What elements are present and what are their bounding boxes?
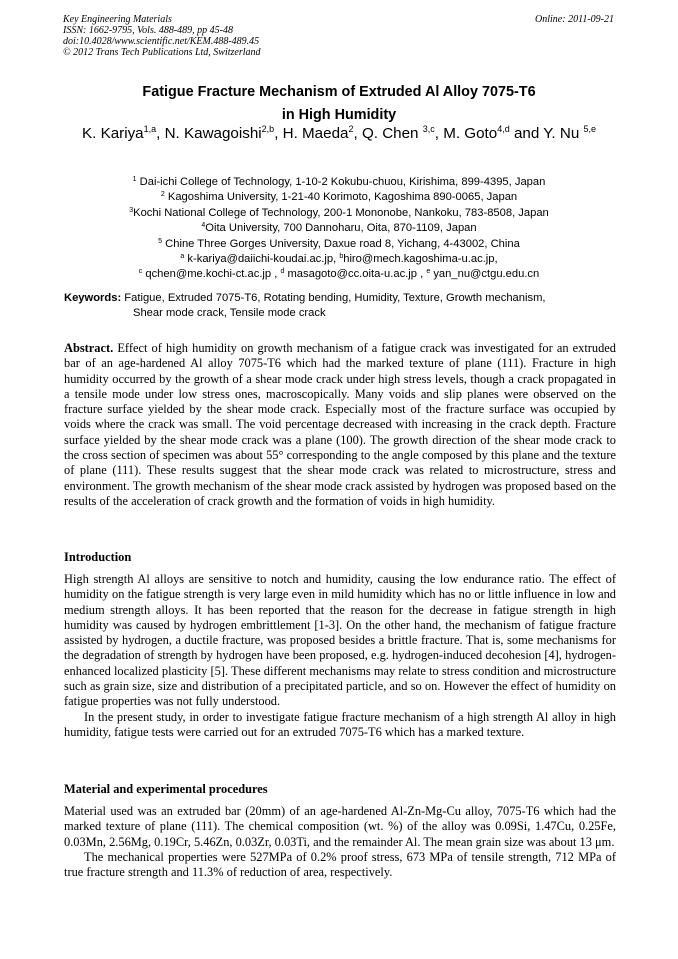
keywords-line-1	[64, 291, 624, 306]
author-name: , M. Goto	[434, 125, 498, 142]
affiliation-number: 4	[201, 222, 206, 230]
email-address[interactable]: k-kariya@daiichi-koudai.ac.jp,	[184, 253, 340, 266]
introduction-paragraph-2: In the present study, in order to investigate fatigue fracture mechanism of a high strength Al alloy in high humidity, fatigue tests were carried out for an extruded 7075-T6 which has a marked texture.	[64, 709, 616, 739]
affiliation-number: 3	[129, 206, 134, 214]
journal-name: Key Engineering Materials	[63, 14, 172, 25]
affiliation-number: 2	[160, 191, 165, 199]
introduction-body	[64, 572, 616, 740]
abstract-paragraph	[64, 341, 616, 509]
email-marker: a	[180, 253, 185, 261]
author-superscript: 5,e	[583, 124, 596, 134]
email-address[interactable]: qchen@me.kochi-ct.ac.jp ,	[142, 268, 281, 281]
author-name: , N. Kawagoishi	[156, 125, 262, 142]
author-name: , Q. Chen	[353, 125, 423, 142]
affiliation-text: Dai-ichi College of Technology, 1-10-2 Kokubu-chuou, Kirishima, 899-4395, Japan	[136, 176, 546, 188]
affiliation-block	[0, 175, 678, 283]
email-address[interactable]: masagoto@cc.oita-u.ac.jp ,	[284, 268, 427, 281]
affiliation-line	[0, 190, 678, 205]
author-name: , H. Maeda	[274, 125, 349, 142]
affiliation-line	[0, 221, 678, 236]
materials-paragraph-2: The mechanical properties were 527MPa of 0.2% proof stress, 673 MPa of tensile strength, 712 MPa of true fracture strength and 11.3% of reduction of area, respectively.	[64, 849, 616, 880]
journal-copyright: © 2012 Trans Tech Publications Ltd, Switzerland	[63, 47, 261, 58]
abstract-text: Effect of high humidity on growth mechanism of a fatigue crack was investigated for an extruded bar of an age-hardened Al alloy 7075-T6 which had the marked texture of plane (111). Fracture in high humidity occurred by the growth of a shear mode crack under high stress levels, though a crack propagated in a tensile mode under low stress ones, macroscopically. Many voids and slip planes were observed on the fracture surface yielded by the shear mode crack. Especially most of the fracture surface was occupied by voids where the crack was small. The void percentage decreased with increasing in the crack depth. Fracture surface yielded by the shear mode crack was a plane (100). The growth direction of the shear mode crack to the cross section of specimen was about 55° corresponding to the angle composed by this plane and the texture of plane (111). These results suggest that the shear mode crack was related to microstructure, stress and environment. The growth mechanism of the shear mode crack assisted by hydrogen was proposed based on the results of the acceleration of crack growth and the formation of voids in high humidity.	[64, 341, 616, 508]
author-superscript: 4,d	[497, 124, 510, 134]
affiliation-text: Kagoshima University, 1-21-40 Korimoto, Kagoshima 890-0065, Japan	[164, 191, 518, 204]
author-name: and Y. Nu	[509, 125, 584, 142]
email-marker: c	[138, 268, 143, 276]
materials-paragraph-1: Material used was an extruded bar (20mm) of an age-hardened Al-Zn-Mg-Cu alloy, 7075-T6 which had the marked texture of plane (111). The chemical composition (wt. %) of the alloy was 0.09Si, 1.47Cu, 0.25Fe, 0.03Mn, 2.56Mg, 0.19Cr, 5.46Zn, 0.03Zr, 0.03Ti, and the remainder Al. The mean grain size was about 13 μm.	[64, 804, 616, 849]
paper-title-line-2: in High Humidity	[281, 107, 397, 123]
journal-header	[63, 14, 261, 58]
abstract-label: Abstract.	[64, 341, 114, 355]
introduction-paragraph-1: High strength Al alloys are sensitive to notch and humidity, causing the low endurance ratio. The effect of humidity on the fatigue strength is very large even in mild humidity which has no or little influence in low and medium strength alloys. It has been reported that the reason for the decrease in fatigue strength in high humidity was caused by hydrogen embrittlement [1-3]. On the other hand, the mechanism of fatigue fracture assisted by hydrogen, a ductile fracture, was proposed besides a brittle fracture. That is, some mechanisms for the degradation of strength by hydrogen have been proposed, e.g. hydrogen-induced decohesion [4], hydrogen-enhanced localized plasticity [5]. These different mechanisms may relate to stress condition and microstructure such as grain size, size and distribution of a precipitated particle, and so on. However the effect of humidity on fatigue properties was not fully understood.	[64, 572, 616, 709]
author-list	[0, 125, 678, 142]
email-line	[0, 252, 678, 267]
materials-body	[64, 804, 616, 880]
email-line	[0, 267, 678, 282]
online-date: Online: 2011-09-21	[535, 14, 614, 25]
affiliation-text: Kochi National College of Technology, 200-1 Mononobe, Nankoku, 783-8508, Japan	[133, 206, 549, 219]
email-marker: b	[339, 253, 344, 261]
email-address[interactable]: hiro@mech.kagoshima-u.ac.jp,	[343, 253, 498, 266]
affiliation-line	[0, 237, 678, 252]
introduction-heading: Introduction	[64, 550, 132, 564]
email-marker: e	[426, 268, 431, 276]
affiliation-text: Chine Three Gorges University, Daxue road 8, Yichang, 4-43002, China	[162, 237, 520, 250]
email-address[interactable]: yan_nu@ctgu.edu.cn	[430, 268, 540, 281]
keywords-line-2: Shear mode crack, Tensile mode crack	[133, 307, 326, 319]
author-superscript: 2	[348, 124, 354, 134]
materials-heading: Material and experimental procedures	[64, 782, 268, 796]
affiliation-number: 5	[158, 237, 163, 245]
author-superscript: 2,b	[261, 124, 275, 134]
author-superscript: 3,c	[422, 124, 435, 134]
abstract	[64, 341, 616, 509]
email-marker: d	[280, 268, 285, 276]
affiliation-text: Oita University, 700 Dannoharu, Oita, 870-1109, Japan	[205, 222, 477, 235]
affiliation-number: 1	[132, 176, 137, 183]
affiliation-line	[0, 175, 678, 190]
keywords	[64, 291, 624, 321]
paper-title-line-1: Fatigue Fracture Mechanism of Extruded Al Alloy 7075-T6	[142, 84, 536, 100]
affiliation-line	[0, 206, 678, 221]
journal-doi: doi:10.4028/www.scientific.net/KEM.488-489.45	[63, 36, 260, 47]
journal-issn: ISSN: 1662-9795, Vols. 488-489, pp 45-48	[63, 25, 233, 36]
keywords-label: Keywords:	[64, 292, 122, 304]
keywords-text: Fatigue, Extruded 7075-T6, Rotating bending, Humidity, Texture, Growth mechanism,	[121, 292, 546, 304]
author-name: K. Kariya	[82, 125, 144, 142]
author-superscript: 1,a	[143, 124, 157, 134]
